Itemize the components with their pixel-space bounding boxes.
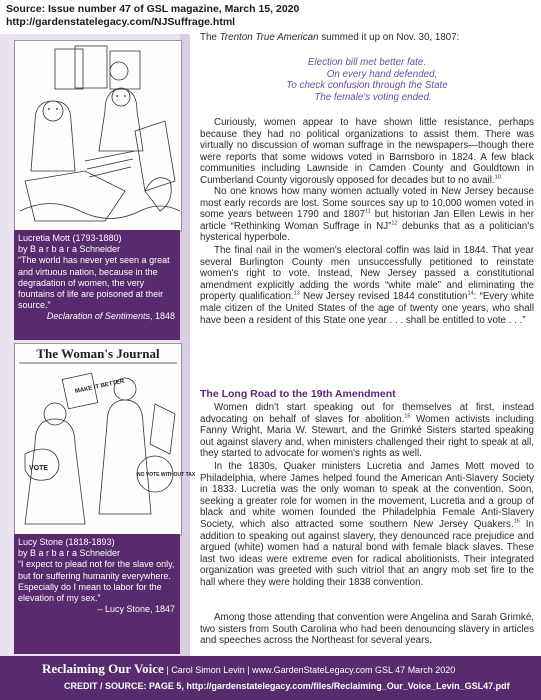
footer-brand: Reclaiming Our Voice bbox=[42, 661, 164, 676]
source-title: Declaration of Sentiments bbox=[46, 311, 150, 322]
paragraph-text: Women activists including Fanny Wright, Maria W. Stewart, and the Grimké Sisters started speaking out against slavery and, when ministers challenged their right to speak at all, they started to advocate for women's rights as well. bbox=[200, 413, 534, 460]
footer-meta: www.GardenStateLegacy.com GSL 47 March 2020 bbox=[252, 665, 456, 675]
section-heading: The Long Road to the 19th Amendment bbox=[200, 388, 396, 400]
poem-line: Election bill met better fate. bbox=[307, 57, 427, 68]
source-line: Source: Issue number 47 of GSL magazine, March 15, 2020 bbox=[6, 3, 300, 15]
sign-make-it-better: MAKE IT BETTER bbox=[74, 378, 125, 395]
lucretia-mott-illustration bbox=[14, 40, 182, 232]
paragraph bbox=[200, 186, 534, 244]
footer-author: Carol Simon Levin bbox=[171, 665, 245, 675]
caption-artist: by B a r b a r a Schneider bbox=[18, 548, 121, 559]
paragraph bbox=[200, 402, 534, 460]
lucretia-mott-caption bbox=[14, 230, 180, 340]
paragraph-text: In addition to speaking out against slavery, they denounced race prejudice and argued (white) women had a natural bond with female black slaves. These last two ideas were extreme even for radical abolitionists. Their integrated organization was greeted with such vitriol that an angry mob set fire to the hall where they were holding their 1838 convention. bbox=[200, 518, 534, 588]
footnote-ref: 15 bbox=[404, 413, 411, 420]
lucy-stone-illustration bbox=[14, 343, 196, 536]
caption-name: Lucretia Mott (1793-1880) bbox=[18, 233, 122, 243]
footnote-ref: 10 bbox=[494, 174, 501, 181]
caption-quote: “I expect to plead not for the slave only, but for suffering humanity everywhere. Especially do I mean to labor for the elevation of my sex.” bbox=[18, 559, 175, 604]
source-url: http://gardenstatelegacy.com/NJSuffrage.html bbox=[6, 16, 236, 28]
caption-quote: “The world has never yet seen a great and virtuous nation, because in the degradation of women, the very fountains of life are poisoned at their source.” bbox=[18, 255, 170, 311]
paragraph-text: New Jersey revised 1844 constitution bbox=[299, 291, 468, 303]
footer-separator: | bbox=[166, 665, 169, 675]
footer bbox=[0, 656, 541, 700]
caption-source: – Lucy Stone, 1847 bbox=[97, 604, 175, 615]
journal-banner: The Woman's Journal bbox=[36, 346, 160, 361]
sign-no-vote: NO VOTE WITHOUT TAX bbox=[137, 472, 196, 478]
newspaper-name: Trenton True American bbox=[219, 32, 319, 43]
lucy-stone-drawing bbox=[15, 344, 196, 535]
intro-prefix: The bbox=[200, 32, 220, 43]
poem-line: The female's voting ended. bbox=[314, 91, 432, 103]
footnote-ref: 12 bbox=[391, 220, 398, 227]
lucretia-mott-drawing bbox=[15, 41, 181, 231]
paragraph bbox=[200, 612, 534, 647]
lucy-stone-caption bbox=[14, 534, 180, 654]
article-intro bbox=[200, 32, 534, 44]
paragraph-text: but historian Jan Ellen Lewis in her article “Rethinking Woman Suffrage in NJ” bbox=[200, 209, 534, 232]
paragraph-text: The final nail in the women's electoral coffin was laid in 1844. That year several Burlington County men unsuccessfully petitioned to reinstate women's right to vote. Instead, New Jersey passed a constitutional amendment explicitly adding the words “white male” and eliminating the property qualification. bbox=[200, 245, 534, 303]
caption-artist: by B a r b a r a Schneider bbox=[18, 244, 121, 255]
paragraph-text: No one knows how many women actually voted in New Jersey because most early records are lost. Some sources say up to 10,000 women voted in some years between 1790 and 1807 bbox=[200, 186, 534, 221]
poem-line: To check confusion through the State bbox=[286, 80, 448, 92]
footnote-ref: 16 bbox=[513, 518, 520, 525]
footnote-ref: 13 bbox=[293, 291, 300, 298]
caption-name: Lucy Stone (1818-1893) bbox=[18, 537, 115, 547]
paragraph-text: Women didn't start speaking out for themselves at first, instead advocating on behalf of slaves for abolition. bbox=[200, 402, 534, 425]
paragraph bbox=[200, 461, 534, 589]
source-header bbox=[0, 0, 541, 34]
intro-suffix: summed it up on Nov. 30, 1807: bbox=[318, 32, 460, 43]
footnote-ref: 11 bbox=[365, 208, 371, 215]
sign-vote: VOTE bbox=[29, 465, 49, 472]
caption-source bbox=[18, 311, 175, 322]
poem-line: On every hand defended, bbox=[326, 68, 438, 80]
footer-separator: | bbox=[247, 665, 250, 675]
paragraph-text: In the 1830s, Quaker ministers Lucretia and James Mott moved to Philadelphia, where James helped found the American Anti-Slavery Society in 1833. Lucretia was the only woman to speak at the convention. Soon, seeking a greater role for women in the movement, Lucretia and a group of black and white women founded the Philadelphia Female Anti-Slavery Society, which also attracted some southern New Jersey Quakers. bbox=[200, 461, 534, 530]
footer-credit: CREDIT / SOURCE: PAGE 5, http://gardenstatelegacy.com/files/Reclaiming_Our_Voice_Levin_GSL47.pdf bbox=[64, 681, 510, 691]
paragraph bbox=[200, 245, 534, 326]
paragraph-text: Among those attending that convention were Angelina and Sarah Grimké, two sisters from South Carolina who had been denouncing slavery in articles and speeches across the Northeast for several years. bbox=[200, 612, 534, 647]
paragraph-text: Curiously, women appear to have shown little resistance, perhaps because they had no political organizations to assist them. There was virtually no discussion of woman suffrage in the newspapers—though there were reports that some widows voted in Barnsboro in 1824. A few black communities including Lawnside in Camden County and Gouldtown in Cumberland County vigorously opposed for decades but to no avail. bbox=[200, 117, 534, 186]
footer-line bbox=[42, 661, 455, 677]
paragraph bbox=[200, 117, 534, 187]
paragraph-text: debunks that as a politician's hysterical hyperbole. bbox=[200, 220, 534, 244]
poem bbox=[200, 57, 534, 103]
paragraph-text: : “Every white male citizen of the United States of the age of twenty one years, who shall have been a resident of this State one year . . . shall be entitled to vote . . .” bbox=[200, 291, 535, 326]
source-year: , 1848 bbox=[149, 311, 175, 322]
footnote-ref: 14 bbox=[467, 291, 474, 298]
